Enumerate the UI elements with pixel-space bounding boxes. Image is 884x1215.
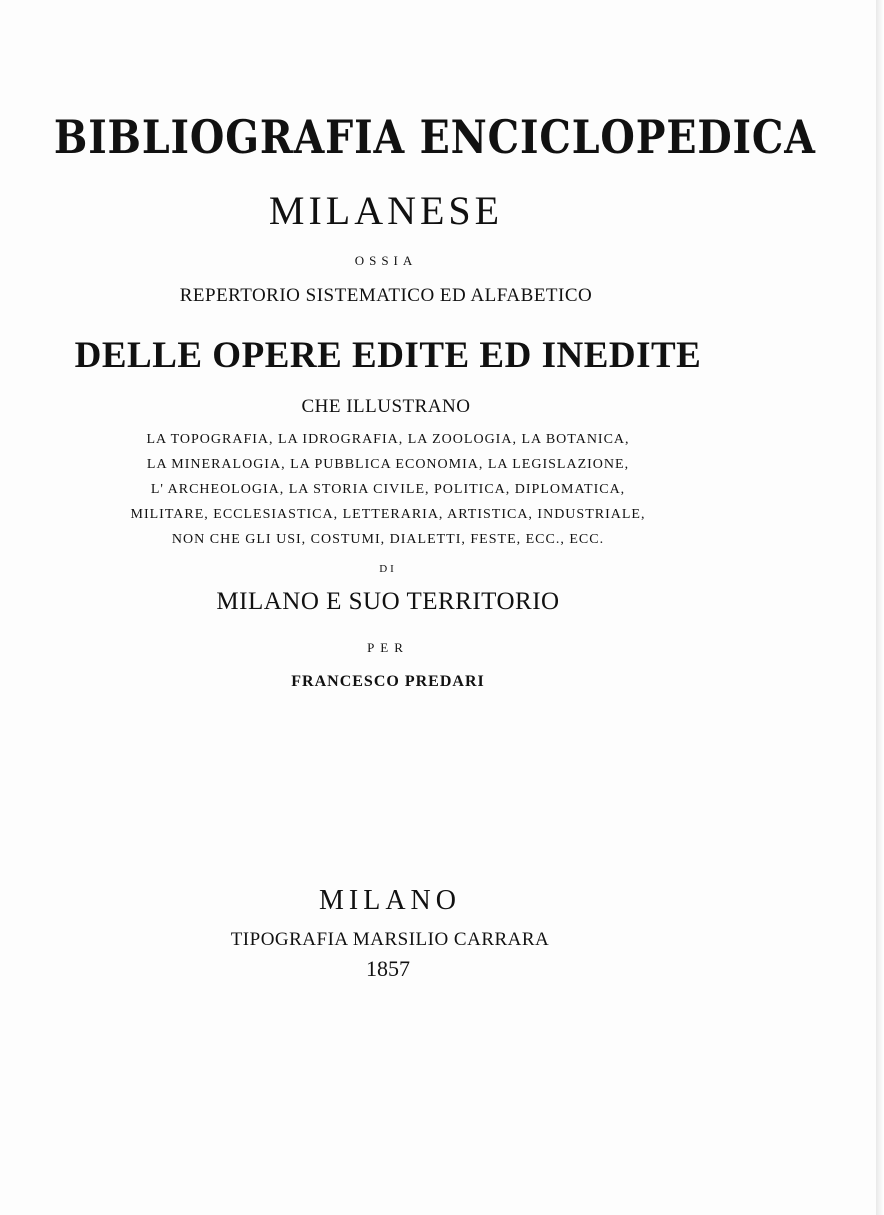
author-name: FRANCESCO PREDARI <box>291 673 485 690</box>
subjects-line: MILITARE, ECCLESIASTICA, LETTERARIA, ARTISTICA, INDUSTRIALE, <box>130 507 646 522</box>
imprint-year: 1857 <box>366 956 410 981</box>
subtitle-line-1: REPERTORIO SISTEMATICO ED ALFABETICO <box>179 285 593 306</box>
title-line-1: BIBLIOGRAFIA ENCICLOPEDICA <box>53 110 816 164</box>
of-word: DI <box>379 563 397 575</box>
imprint-printer: TIPOGRAFIA MARSILIO CARRARA <box>230 929 550 950</box>
page-edge-shadow <box>876 0 884 1215</box>
connector-ossia: OSSIA <box>354 253 418 268</box>
subjects-line: L' ARCHEOLOGIA, LA STORIA CIVILE, POLITICA, DIPLOMATICA, <box>150 482 626 497</box>
by-word: PER <box>367 640 409 655</box>
subjects-line: NON CHE GLI USI, COSTUMI, DIALETTI, FESTE, ECC., ECC. <box>171 532 605 547</box>
subtitle-line-2: DELLE OPERE EDITE ED INEDITE <box>74 335 702 376</box>
subtitle-line-3: CHE ILLUSTRANO <box>301 396 471 417</box>
subjects-line: LA MINERALOGIA, LA PUBBLICA ECONOMIA, LA LEGISLAZIONE, <box>146 457 630 472</box>
subjects-line: LA TOPOGRAFIA, LA IDROGRAFIA, LA ZOOLOGIA, LA BOTANICA, <box>146 432 630 447</box>
place-subject: MILANO E SUO TERRITORIO <box>216 588 560 615</box>
title-line-2: MILANESE <box>268 188 504 233</box>
imprint-city: MILANO <box>319 885 461 916</box>
